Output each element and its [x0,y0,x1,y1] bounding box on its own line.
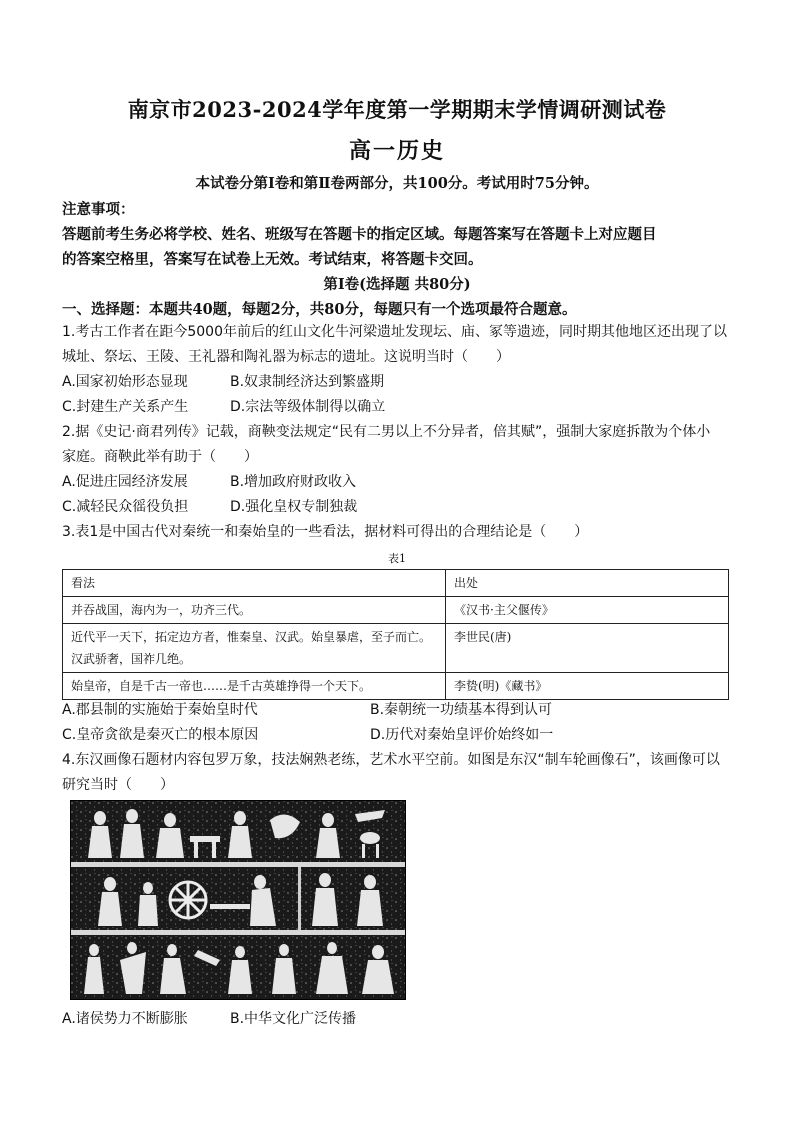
question-1-stem-line-2: 城址、祭坛、王陵、王礼器和陶礼器为标志的遗址。这说明当时（ ） [62,349,510,365]
table-cell-source: 李世民(唐) [446,624,729,673]
question-1-stem-line-1: 1.考古工作者在距今5000年前后的红山文化牛河梁遗址发现坛、庙、冢等遗迹，同时期其他地区还出现了以 [62,324,727,340]
q1-option-c: C.封建生产关系产生 [62,399,189,415]
question-4-stem [62,748,732,798]
question-1 [62,320,732,420]
table-header-source: 出处 [446,570,729,597]
notice-line-2: 的答案空格里，答案写在试卷上无效。考试结束，将答题卡交回。 [62,251,483,268]
q4-option-a: A.诸侯势力不断膨胀 [62,1011,188,1027]
question-2 [62,420,732,520]
table-header-row [63,570,729,597]
table-cell-view: 并吞战国，海内为一，功齐三代。 [63,597,446,624]
q3-option-c: C.皇帝贪欲是秦灭亡的根本原因 [62,727,259,743]
notice-line-1: 答题前考生务必将学校、姓名、班级写在答题卡的指定区域。每题答案写在答题卡上对应题目 [62,226,657,243]
notice-section [62,197,732,322]
question-4-options [62,1007,732,1032]
q1-option-a: A.国家初始形态显现 [62,374,188,390]
question-4-stem-line-2: 研究当时（ ） [62,777,174,793]
table-row [63,597,729,624]
section-instructions: 一、选择题：本题共40题，每题2分，共80分，每题只有一个选项最符合题意。 [62,301,577,318]
q2-option-d: D.强化皇权专制独裁 [230,499,358,515]
q2-option-b: B.增加政府财政收入 [230,474,357,490]
stone-relief-rubbing-image [70,800,406,1000]
q3-option-a: A.郡县制的实施始于秦始皇时代 [62,702,258,718]
table-row [63,624,729,673]
exam-subject: 高一历史 [348,138,445,164]
table-1 [62,569,729,700]
notice-heading: 注意事项： [62,201,135,218]
q2-option-c: C.减轻民众徭役负担 [62,499,189,515]
score-line: 本试卷分第Ⅰ卷和第Ⅱ卷两部分，共100分。考试用时75分钟。 [195,175,599,192]
q1-option-d: D.宗法等级体制得以确立 [230,399,386,415]
section-title: 第Ⅰ卷(选择题 共80分) [323,276,471,293]
table-cell-view: 近代平一天下，拓定边方者，惟秦皇、汉武。始皇暴虐，至子而亡。汉武骄奢，国祚几绝。 [63,624,446,673]
q3-option-d: D.历代对秦始皇评价始终如一 [370,727,554,743]
table-cell-view: 始皇帝，自是千古一帝也……是千古英雄挣得一个天下。 [63,673,446,700]
exam-title: 南京市2023-2024学年度第一学期期末学情调研测试卷 [127,97,667,122]
table-1-caption: 表1 [388,552,406,565]
table-row [63,673,729,700]
q2-option-a: A.促进庄园经济发展 [62,474,188,490]
table-cell-source: 《汉书·主父偃传》 [446,597,729,624]
question-2-stem-line-1: 2.据《史记·商君列传》记载，商鞅变法规定“民有二男以上不分异者，倍其赋”，强制大家庭拆散为个体小 [62,424,711,440]
table-cell-source: 李贽(明)《藏书》 [446,673,729,700]
question-3-options [62,698,732,748]
table-header-view: 看法 [63,570,446,597]
question-3-stem: 3.表1是中国古代对秦统一和秦始皇的一些看法，据材料可得出的合理结论是（ ） [62,524,589,540]
q3-option-b: B.秦朝统一功绩基本得到认可 [370,702,553,718]
q1-option-b: B.奴隶制经济达到繁盛期 [230,374,385,390]
question-2-stem-line-2: 家庭。商鞅此举有助于（ ） [62,449,258,465]
q4-option-b: B.中华文化广泛传播 [230,1011,357,1027]
question-4-stem-line-1: 4.东汉画像石题材内容包罗万象，技法娴熟老练，艺术水平空前。如图是东汉“制车轮画像石”，该画像可以 [62,752,720,768]
